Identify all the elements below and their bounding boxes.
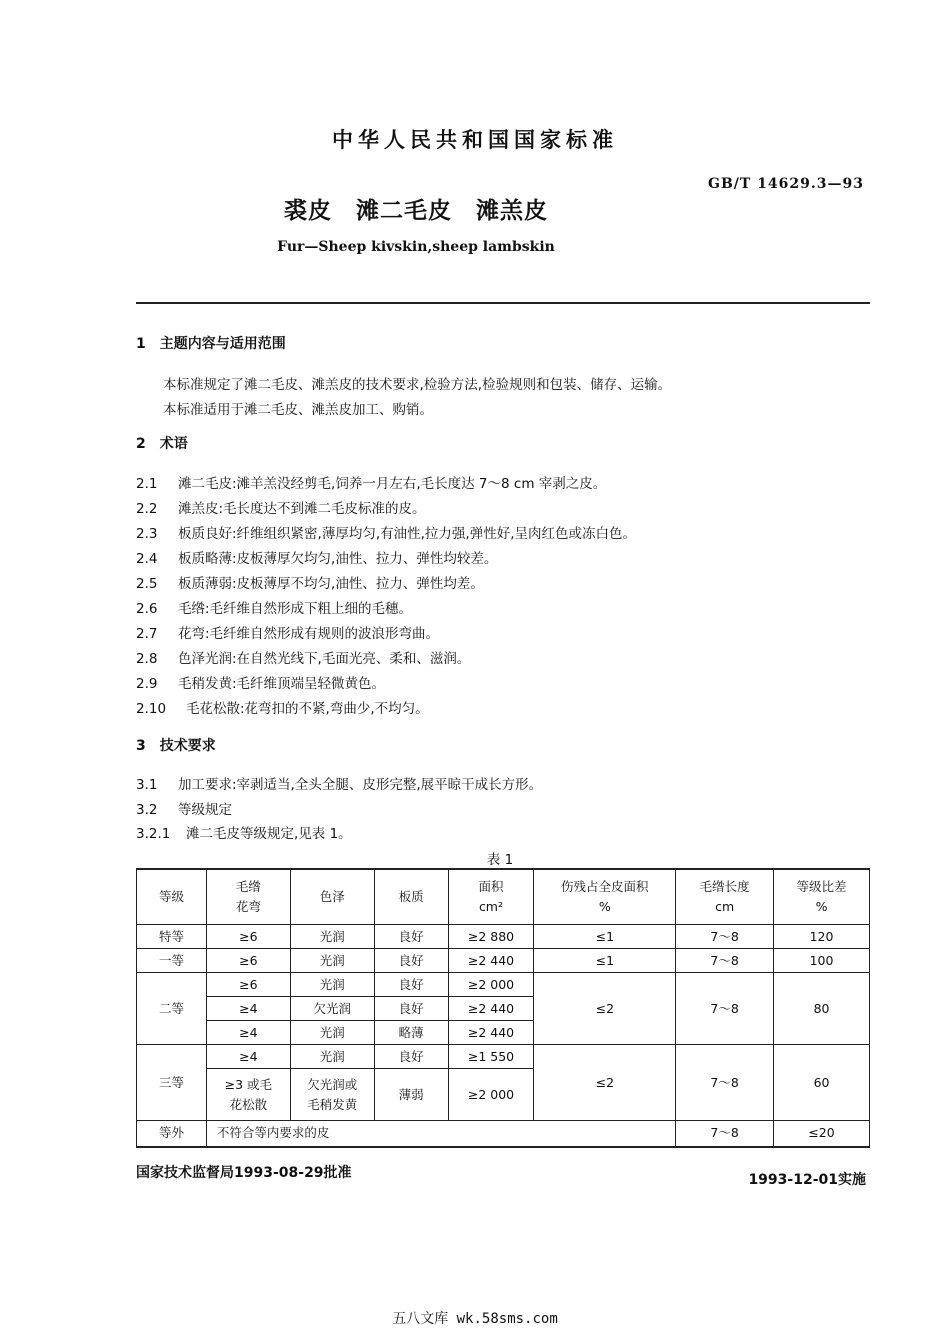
term-item xyxy=(136,597,412,617)
term-text: 板质略薄:皮板薄厚欠均匀,油性、拉力、弹性均较差。 xyxy=(178,551,498,567)
header-length xyxy=(676,869,774,925)
term-text: 滩二毛皮:滩羊羔没经剪毛,饲养一月左右,毛长度达 7～8 cm 宰剥之皮。 xyxy=(178,476,607,492)
document-title: 裘皮 滩二毛皮 滩羔皮 xyxy=(284,198,548,224)
cell-grade: 一等 xyxy=(137,949,207,973)
section-1-heading: 1 主题内容与适用范围 xyxy=(136,336,286,352)
cell-lock-line-1: ≥3 或毛 xyxy=(224,1076,273,1092)
cell-area: ≥2 440 xyxy=(448,997,534,1021)
section-1-paragraph-2: 本标准适用于滩二毛皮、滩羔皮加工、购销。 xyxy=(163,402,433,418)
english-subtitle: Fur—Sheep kivskin,sheep lambskin xyxy=(277,239,555,255)
term-number: 2.2 xyxy=(136,501,158,517)
cell-board: 良好 xyxy=(374,973,448,997)
table-row xyxy=(137,949,870,973)
cell-length: 7～8 xyxy=(676,973,774,1045)
term-item xyxy=(136,472,606,492)
term-number: 2.3 xyxy=(136,526,158,542)
header-ratio xyxy=(774,869,870,925)
header-lock xyxy=(206,869,290,925)
cell-color: 光润 xyxy=(290,949,374,973)
cell-board: 良好 xyxy=(374,997,448,1021)
cell-board: 良好 xyxy=(374,925,448,949)
cell-color: 光润 xyxy=(290,973,374,997)
header-ratio-line-1: 等级比差 xyxy=(796,879,847,894)
header-ratio-unit: % xyxy=(815,899,828,914)
term-text: 毛绺:毛纤维自然形成下粗上细的毛穗。 xyxy=(178,601,413,617)
cell-damage: ≤2 xyxy=(534,1045,676,1121)
header-grade: 等级 xyxy=(137,869,207,925)
requirement-number: 3.2.1 xyxy=(136,826,171,842)
header-damage-unit: % xyxy=(598,899,611,914)
cell-damage: ≤1 xyxy=(534,949,676,973)
title-divider xyxy=(136,302,870,304)
standard-code: GB/T 14629.3—93 xyxy=(708,176,864,192)
table-row xyxy=(137,1121,870,1147)
cell-lock: ≥4 xyxy=(206,1021,290,1045)
cell-damage: ≤1 xyxy=(534,925,676,949)
section-3-heading: 3 技术要求 xyxy=(136,738,216,754)
cell-board: 良好 xyxy=(374,1045,448,1069)
cell-area: ≥2 880 xyxy=(448,925,534,949)
term-text: 板质良好:纤维组织紧密,薄厚均匀,有油性,拉力强,弹性好,呈肉红色或冻白色。 xyxy=(178,526,637,542)
cell-color-line-1: 欠光润或 xyxy=(307,1076,358,1092)
header-damage-line-1: 伤残占全皮面积 xyxy=(561,879,649,894)
header-length-unit: cm xyxy=(715,899,735,914)
cell-lock-line-2: 花松散 xyxy=(229,1096,268,1112)
requirement-text: 滩二毛皮等级规定,见表 1。 xyxy=(186,826,352,842)
cell-color xyxy=(290,1069,374,1121)
cell-area: ≥2 440 xyxy=(448,1021,534,1045)
requirement-text: 加工要求:宰剥适当,全头全腿、皮形完整,展平晾干成长方形。 xyxy=(178,777,543,793)
section-1-paragraph-1: 本标准规定了滩二毛皮、滩羔皮的技术要求,检验方法,检验规则和包装、储存、运输。 xyxy=(163,377,672,393)
cell-area: ≥2 000 xyxy=(448,1069,534,1121)
section-2-heading: 2 术语 xyxy=(136,436,188,452)
header-area xyxy=(448,869,534,925)
cell-grade: 特等 xyxy=(137,925,207,949)
cell-color-line-2: 毛稍发黄 xyxy=(307,1096,358,1112)
term-item xyxy=(136,572,484,592)
header-lock-line-2: 花弯 xyxy=(235,899,261,914)
term-text: 毛稍发黄:毛纤维顶端呈轻微黄色。 xyxy=(178,676,386,692)
cell-board: 略薄 xyxy=(374,1021,448,1045)
requirement-item xyxy=(136,798,232,818)
cell-length: 7～8 xyxy=(676,1045,774,1121)
cell-length: 7～8 xyxy=(676,1121,774,1147)
cell-ratio: 100 xyxy=(774,949,870,973)
national-standard-heading: 中华人民共和国国家标准 xyxy=(332,128,618,152)
term-number: 2.10 xyxy=(136,701,167,717)
cell-lock: ≥6 xyxy=(206,925,290,949)
cell-lock: ≥4 xyxy=(206,1045,290,1069)
term-number: 2.1 xyxy=(136,476,158,492)
cell-color: 光润 xyxy=(290,1021,374,1045)
table-row xyxy=(137,973,870,997)
cell-color: 光润 xyxy=(290,925,374,949)
term-item xyxy=(136,547,497,567)
grade-table xyxy=(136,868,870,1148)
header-length-line-1: 毛绺长度 xyxy=(699,879,750,894)
header-color: 色泽 xyxy=(290,869,374,925)
header-area-unit: cm² xyxy=(478,899,503,914)
cell-area: ≥2 440 xyxy=(448,949,534,973)
cell-grade: 二等 xyxy=(137,973,207,1045)
term-number: 2.4 xyxy=(136,551,158,567)
header-board: 板质 xyxy=(374,869,448,925)
term-text: 毛花松散:花弯扣的不紧,弯曲少,不均匀。 xyxy=(186,701,429,717)
cell-color: 欠光润 xyxy=(290,997,374,1021)
cell-ratio: 80 xyxy=(774,973,870,1045)
requirement-number: 3.1 xyxy=(136,777,158,793)
requirement-item xyxy=(136,773,542,793)
term-text: 色泽光润:在自然光线下,毛面光亮、柔和、滋润。 xyxy=(178,651,471,667)
table-row xyxy=(137,925,870,949)
approval-note: 国家技术监督局1993-08-29批准 xyxy=(136,1165,352,1181)
cell-ratio: 120 xyxy=(774,925,870,949)
term-number: 2.7 xyxy=(136,626,158,642)
cell-length: 7～8 xyxy=(676,949,774,973)
term-number: 2.6 xyxy=(136,601,158,617)
cell-lock: ≥6 xyxy=(206,949,290,973)
cell-board: 良好 xyxy=(374,949,448,973)
term-text: 滩羔皮:毛长度达不到滩二毛皮标准的皮。 xyxy=(178,501,426,517)
term-item xyxy=(136,622,439,642)
cell-ratio: ≤20 xyxy=(774,1121,870,1147)
requirement-item xyxy=(136,822,352,842)
term-item xyxy=(136,522,636,542)
requirement-text: 等级规定 xyxy=(178,802,232,818)
cell-area: ≥1 550 xyxy=(448,1045,534,1069)
table-header-row xyxy=(137,869,870,925)
cell-lock xyxy=(206,1069,290,1121)
cell-length: 7～8 xyxy=(676,925,774,949)
term-item xyxy=(136,647,470,667)
cell-board: 薄弱 xyxy=(374,1069,448,1121)
header-damage xyxy=(534,869,676,925)
term-item xyxy=(136,497,426,517)
cell-lock: ≥4 xyxy=(206,997,290,1021)
term-item xyxy=(136,697,429,717)
table-row xyxy=(137,1045,870,1069)
term-text: 板质薄弱:皮板薄厚不均匀,油性、拉力、弹性均差。 xyxy=(178,576,484,592)
cell-lock: ≥6 xyxy=(206,973,290,997)
term-number: 2.5 xyxy=(136,576,158,592)
cell-grade: 等外 xyxy=(137,1121,207,1147)
site-watermark: 五八文库 wk.58sms.com xyxy=(392,1311,558,1327)
header-lock-line-1: 毛绺 xyxy=(235,879,261,894)
effective-date: 1993-12-01实施 xyxy=(748,1172,866,1188)
requirement-number: 3.2 xyxy=(136,802,158,818)
cell-grade: 三等 xyxy=(137,1045,207,1121)
cell-description: 不符合等内要求的皮 xyxy=(206,1121,675,1147)
cell-area: ≥2 000 xyxy=(448,973,534,997)
cell-ratio: 60 xyxy=(774,1045,870,1121)
term-number: 2.8 xyxy=(136,651,158,667)
cell-color: 光润 xyxy=(290,1045,374,1069)
header-area-line-1: 面积 xyxy=(478,879,504,894)
term-item xyxy=(136,672,385,692)
cell-damage: ≤2 xyxy=(534,973,676,1045)
table-caption: 表 1 xyxy=(486,852,514,868)
term-text: 花弯:毛纤维自然形成有规则的波浪形弯曲。 xyxy=(178,626,440,642)
term-number: 2.9 xyxy=(136,676,158,692)
